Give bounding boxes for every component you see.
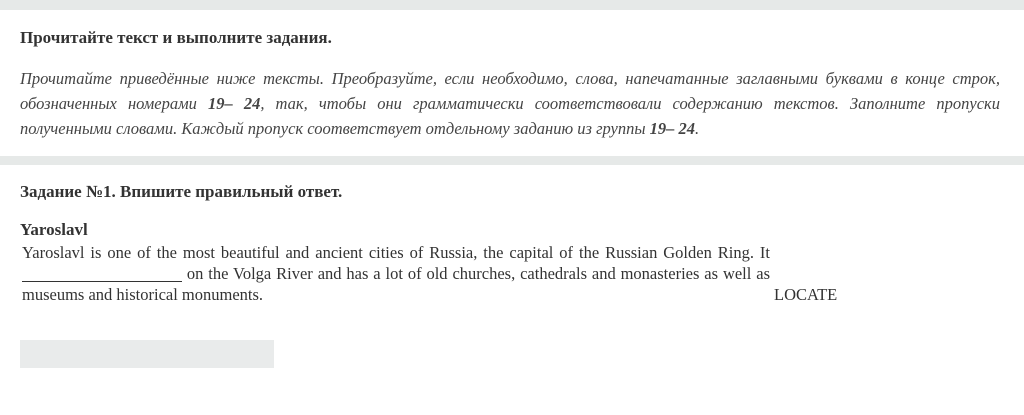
instructions-text: [20, 66, 1000, 141]
section-divider: [0, 156, 1024, 165]
instructions-text-part3: .: [695, 119, 700, 138]
instructions-text-part1: Прочитайте приведённые ниже тексты. Преобразуйте, если необходимо, слова, напечатанные заглавными буквами в конце строк, обозначенных номерами: [20, 69, 1000, 113]
instructions-range-1: 19– 24: [207, 94, 261, 113]
task-text-table: [20, 242, 850, 305]
instructions-range-2: 19– 24: [649, 119, 696, 138]
instructions-block: [0, 10, 1024, 156]
keyword-cell: LOCATE: [774, 285, 838, 304]
task-text-cell: [20, 242, 772, 305]
task-text-row: [20, 242, 850, 305]
task-text-after: on the Volga River and has a lot of old churches, cathedrals and monasteries as well as museums and historical monuments.: [22, 264, 770, 304]
text-heading: Yaroslavl: [20, 220, 88, 239]
task-text-before: Yaroslavl is one of the most beautiful and ancient cities of Russia, the capital of the Russian Golden Ring. It: [22, 243, 770, 262]
gap-blank: [22, 265, 182, 282]
answer-input[interactable]: [20, 340, 274, 368]
instructions-title: Прочитайте текст и выполните задания.: [20, 28, 332, 47]
top-divider: [0, 0, 1024, 10]
task-title: Задание №1. Впишите правильный ответ.: [20, 182, 343, 201]
instructions-text-part2: , так, чтобы они грамматически соответствовали содержанию текстов. Заполните пропуски полученными словами. Каждый пропуск соответствует отдельному заданию из группы: [20, 94, 1001, 138]
